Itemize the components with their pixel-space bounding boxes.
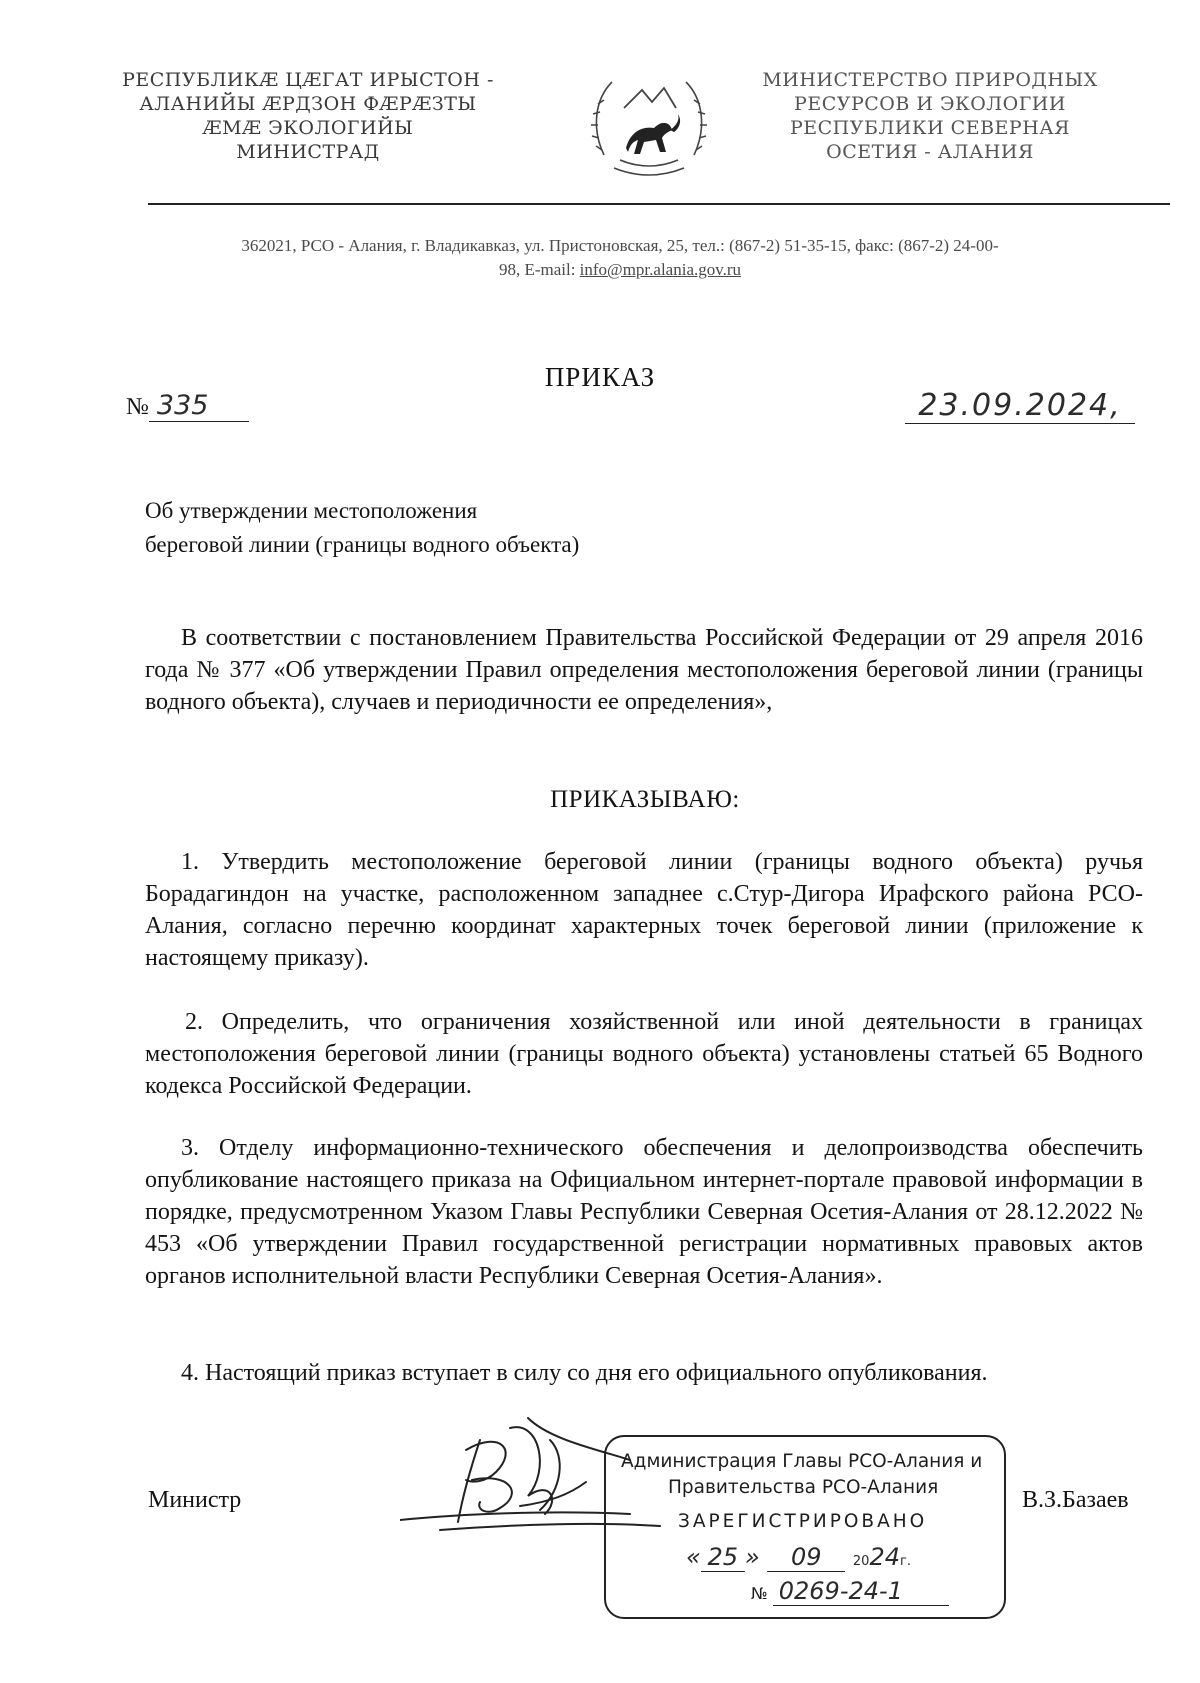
order-item-4: 4. Настоящий приказ вступает в силу со дня его официального опубликования.: [181, 1360, 988, 1386]
coat-of-arms-icon: [584, 60, 714, 190]
subject-line: береговой линии (границы водного объекта): [145, 532, 580, 557]
letterhead-russian: [740, 68, 1120, 164]
address-line-2: [120, 258, 1120, 282]
stamp-number-value: 0269-24-1: [773, 1577, 949, 1606]
letterhead-divider: [148, 203, 1170, 205]
stamp-year-suffix: 24: [869, 1543, 900, 1571]
signatory-name: В.З.Базаев: [1022, 1487, 1129, 1513]
document-title: ПРИКАЗ: [544, 362, 656, 392]
order-date: 23.09.2024,: [905, 388, 1135, 424]
registration-stamp: [604, 1435, 1006, 1619]
stamp-registered-label: ЗАРЕГИСТРИРОВАНО: [678, 1511, 928, 1532]
ministry-address: [120, 234, 1120, 282]
letterhead-line: РЕСУРСОВ И ЭКОЛОГИИ: [794, 93, 1066, 115]
stamp-year-prefix: 20: [852, 1554, 870, 1569]
preamble-paragraph: В соответствии с постановлением Правительства Российской Федерации от 29 апреля 2016 года № 377 «Об утверждении Правил определения местоположения береговой линии (границы водного объекта), случаев и периодичности ее определения»,: [145, 625, 1143, 715]
stamp-date: « 25 » 09 2024г.: [686, 1543, 911, 1571]
order-item-1: 1. Утвердить местоположение береговой линии (границы водного объекта) ручья Борадагиндон на участке, расположенном западнее с.Стур-Дигора Ирафского района РСО-Алания, согласно перечню координат характерных точек береговой линии (приложение к настоящему приказу).: [145, 849, 1143, 971]
letterhead-line: МИНИСТРАД: [236, 141, 380, 163]
number-value: 335: [149, 390, 249, 422]
address-prefix: 98, E-mail:: [498, 260, 580, 279]
stamp-authority-line: Правительства РСО-Алания: [668, 1477, 939, 1498]
letterhead-line: РЕСПУБЛИКӔ ЦӔГАТ ИРЫСТОН -: [122, 69, 494, 91]
order-heading: ПРИКАЗЫВАЮ:: [550, 786, 740, 813]
letterhead-line: РЕСПУБЛИКИ СЕВЕРНАЯ: [789, 117, 1071, 139]
stamp-authority-line: Администрация Главы РСО-Алания и: [621, 1451, 983, 1472]
address-line: 362021, РСО - Алания, г. Владикавказ, ул. Пристоновская, 25, тел.: (867-2) 51-35-15, факс: (867-2) 24-00-: [241, 236, 999, 255]
subject-line: Об утверждении местоположения: [145, 498, 478, 523]
email-link[interactable]: info@mpr.alania.gov.ru: [579, 260, 742, 279]
letterhead-ossetian: [118, 68, 498, 164]
stamp-year-mark: г.: [900, 1554, 911, 1569]
stamp-number-label: №: [751, 1584, 768, 1603]
letterhead-line: АЛАНИЙЫ ӔРДЗОН ФӔРӔЗТЫ: [139, 93, 477, 115]
signatory-title: Министр: [148, 1487, 242, 1513]
order-item-2: 2. Определить, что ограничения хозяйственной или иной деятельности в границах местоположения береговой линии (границы водного объекта) установлены статьей 65 Водного кодекса Российской Федерации.: [145, 1009, 1143, 1099]
order-number: [126, 390, 249, 422]
number-label: №: [126, 394, 149, 420]
stamp-number: [751, 1577, 949, 1606]
letterhead-line: МИНИСТЕРСТВО ПРИРОДНЫХ: [762, 69, 1098, 91]
order-subject: [145, 494, 579, 562]
stamp-month: 09: [767, 1543, 845, 1572]
order-item-3: 3. Отделу информационно-технического обеспечения и делопроизводства обеспечить опубликование настоящего приказа на Официальном интернет-портале правовой информации в порядке, предусмотренном Указом Главы Республики Северная Осетия-Алания от 28.12.2022 № 453 «Об утверждении Правил государственной регистрации нормативных правовых актов органов исполнительной власти Республики Северная Осетия-Алания».: [145, 1135, 1143, 1289]
letterhead-line: ОСЕТИЯ - АЛАНИЯ: [826, 141, 1034, 163]
letterhead-line: ӔМӔ ЭКОЛОГИЙЫ: [202, 117, 414, 139]
stamp-day: 25: [701, 1543, 745, 1572]
